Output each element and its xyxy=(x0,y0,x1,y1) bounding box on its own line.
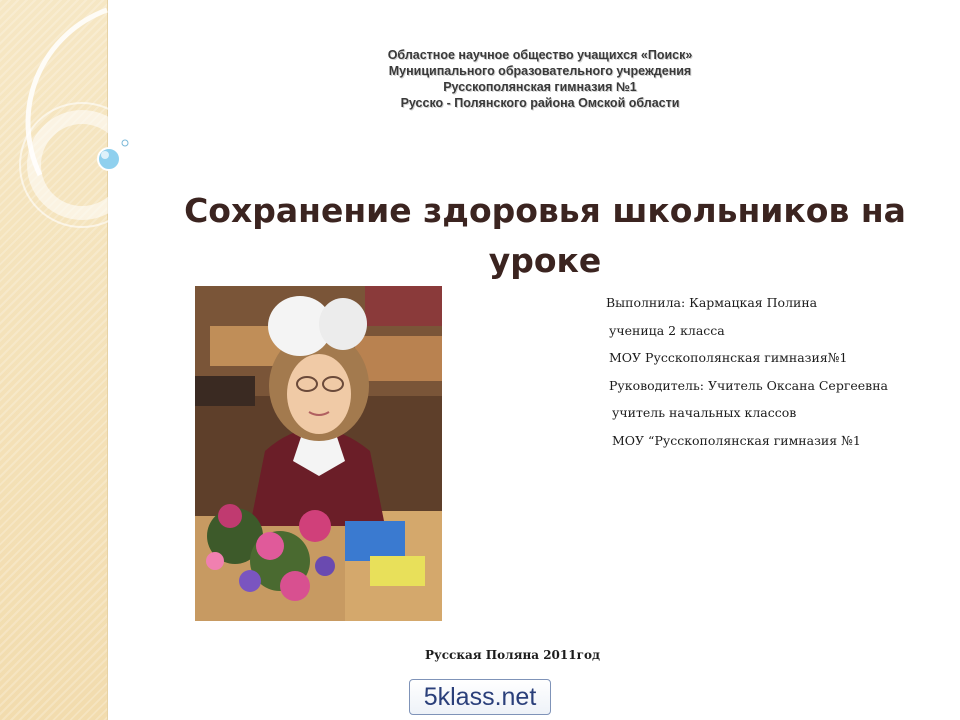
student-photo xyxy=(195,286,442,621)
author-name: Выполнила: Кармацкая Полина xyxy=(606,295,818,310)
header-line: Русскополянская гимназия №1 xyxy=(443,80,637,94)
organization-header xyxy=(300,47,780,111)
place-and-year: Русская Поляна 2011год xyxy=(425,648,600,662)
header-line: Областное научное общество учащихся «Поиск» xyxy=(387,48,693,62)
author-school: МОУ Русскополянская гимназия№1 xyxy=(609,350,848,365)
slide-title xyxy=(160,186,930,286)
title-line: уроке xyxy=(488,241,602,280)
author-info xyxy=(606,293,946,458)
circle-decoration xyxy=(0,0,140,260)
supervisor-role: учитель начальных классов xyxy=(612,405,797,420)
author-grade: ученица 2 класса xyxy=(609,322,725,338)
watermark-link[interactable]: 5klass.net xyxy=(409,679,551,715)
bubble-icon xyxy=(98,148,120,170)
header-line: Муниципального образовательного учреждения xyxy=(388,64,692,78)
header-line: Русско - Полянского района Омской области xyxy=(400,96,680,110)
title-line: Сохранение здоровья школьников на xyxy=(184,191,906,230)
supervisor-school: МОУ “Русскополянская гимназия №1 xyxy=(612,432,861,448)
supervisor-name: Руководитель: Учитель Оксана Сергеевна xyxy=(609,377,888,393)
